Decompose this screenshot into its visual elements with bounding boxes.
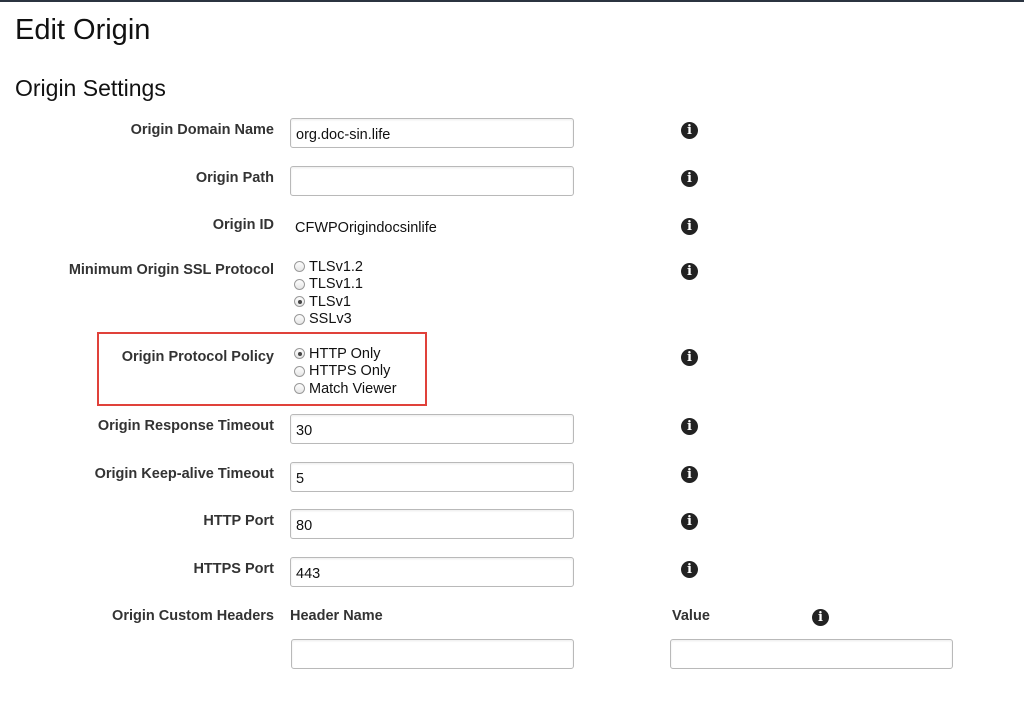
policy-option-https-only[interactable]: [294, 363, 397, 381]
radio-button-selected[interactable]: [294, 296, 305, 307]
radio-button-selected[interactable]: [294, 348, 305, 359]
policy-option-http-only[interactable]: [294, 345, 397, 363]
radio-button[interactable]: [294, 383, 305, 394]
ssl-option-sslv3[interactable]: [294, 311, 363, 329]
radio-label: TLSv1: [309, 293, 351, 310]
value-column-label: Value: [672, 608, 710, 624]
protocol-policy-label: Origin Protocol Policy: [121, 349, 274, 365]
top-border: [0, 0, 1024, 2]
radio-button[interactable]: [294, 314, 305, 325]
https-port-label: HTTPS Port: [193, 561, 274, 577]
origin-id-label: Origin ID: [212, 217, 274, 233]
info-icon[interactable]: i: [681, 349, 698, 366]
keepalive-timeout-input[interactable]: [290, 462, 574, 492]
origin-domain-name-label: Origin Domain Name: [130, 122, 274, 138]
header-name-input[interactable]: [291, 639, 574, 669]
info-icon[interactable]: i: [681, 418, 698, 435]
info-icon[interactable]: i: [681, 170, 698, 187]
section-title: Origin Settings: [15, 75, 166, 101]
ssl-option-tlsv1-2[interactable]: [294, 258, 363, 276]
info-icon[interactable]: i: [812, 609, 829, 626]
info-icon[interactable]: i: [681, 122, 698, 139]
radio-button[interactable]: [294, 261, 305, 272]
radio-label: TLSv1.2: [309, 258, 363, 275]
origin-path-input[interactable]: [290, 166, 574, 196]
policy-option-match-viewer[interactable]: [294, 380, 397, 398]
radio-label: HTTPS Only: [309, 363, 391, 380]
radio-label: HTTP Only: [309, 345, 381, 362]
radio-button[interactable]: [294, 366, 305, 377]
min-ssl-protocol-radio-group: [294, 258, 363, 328]
radio-label: SSLv3: [309, 311, 352, 328]
header-value-input[interactable]: [670, 639, 953, 669]
protocol-policy-radio-group: [294, 345, 397, 398]
radio-button[interactable]: [294, 279, 305, 290]
page-title: Edit Origin: [15, 14, 151, 46]
info-icon[interactable]: i: [681, 561, 698, 578]
http-port-label: HTTP Port: [203, 513, 274, 529]
response-timeout-input[interactable]: [290, 414, 574, 444]
header-name-column-label: Header Name: [290, 608, 383, 624]
min-ssl-protocol-label: Minimum Origin SSL Protocol: [68, 262, 274, 278]
ssl-option-tlsv1[interactable]: [294, 293, 363, 311]
origin-domain-name-input[interactable]: [290, 118, 574, 148]
info-icon[interactable]: i: [681, 218, 698, 235]
radio-label: TLSv1.1: [309, 276, 363, 293]
http-port-input[interactable]: [290, 509, 574, 539]
info-icon[interactable]: i: [681, 466, 698, 483]
info-icon[interactable]: i: [681, 263, 698, 280]
origin-path-label: Origin Path: [195, 170, 274, 186]
https-port-input[interactable]: [290, 557, 574, 587]
custom-headers-label: Origin Custom Headers: [112, 608, 274, 624]
response-timeout-label: Origin Response Timeout: [97, 418, 274, 434]
radio-label: Match Viewer: [309, 380, 397, 397]
origin-id-value: CFWPOrigindocsinlife: [295, 220, 437, 236]
ssl-option-tlsv1-1[interactable]: [294, 276, 363, 294]
keepalive-timeout-label: Origin Keep-alive Timeout: [94, 466, 274, 482]
info-icon[interactable]: i: [681, 513, 698, 530]
